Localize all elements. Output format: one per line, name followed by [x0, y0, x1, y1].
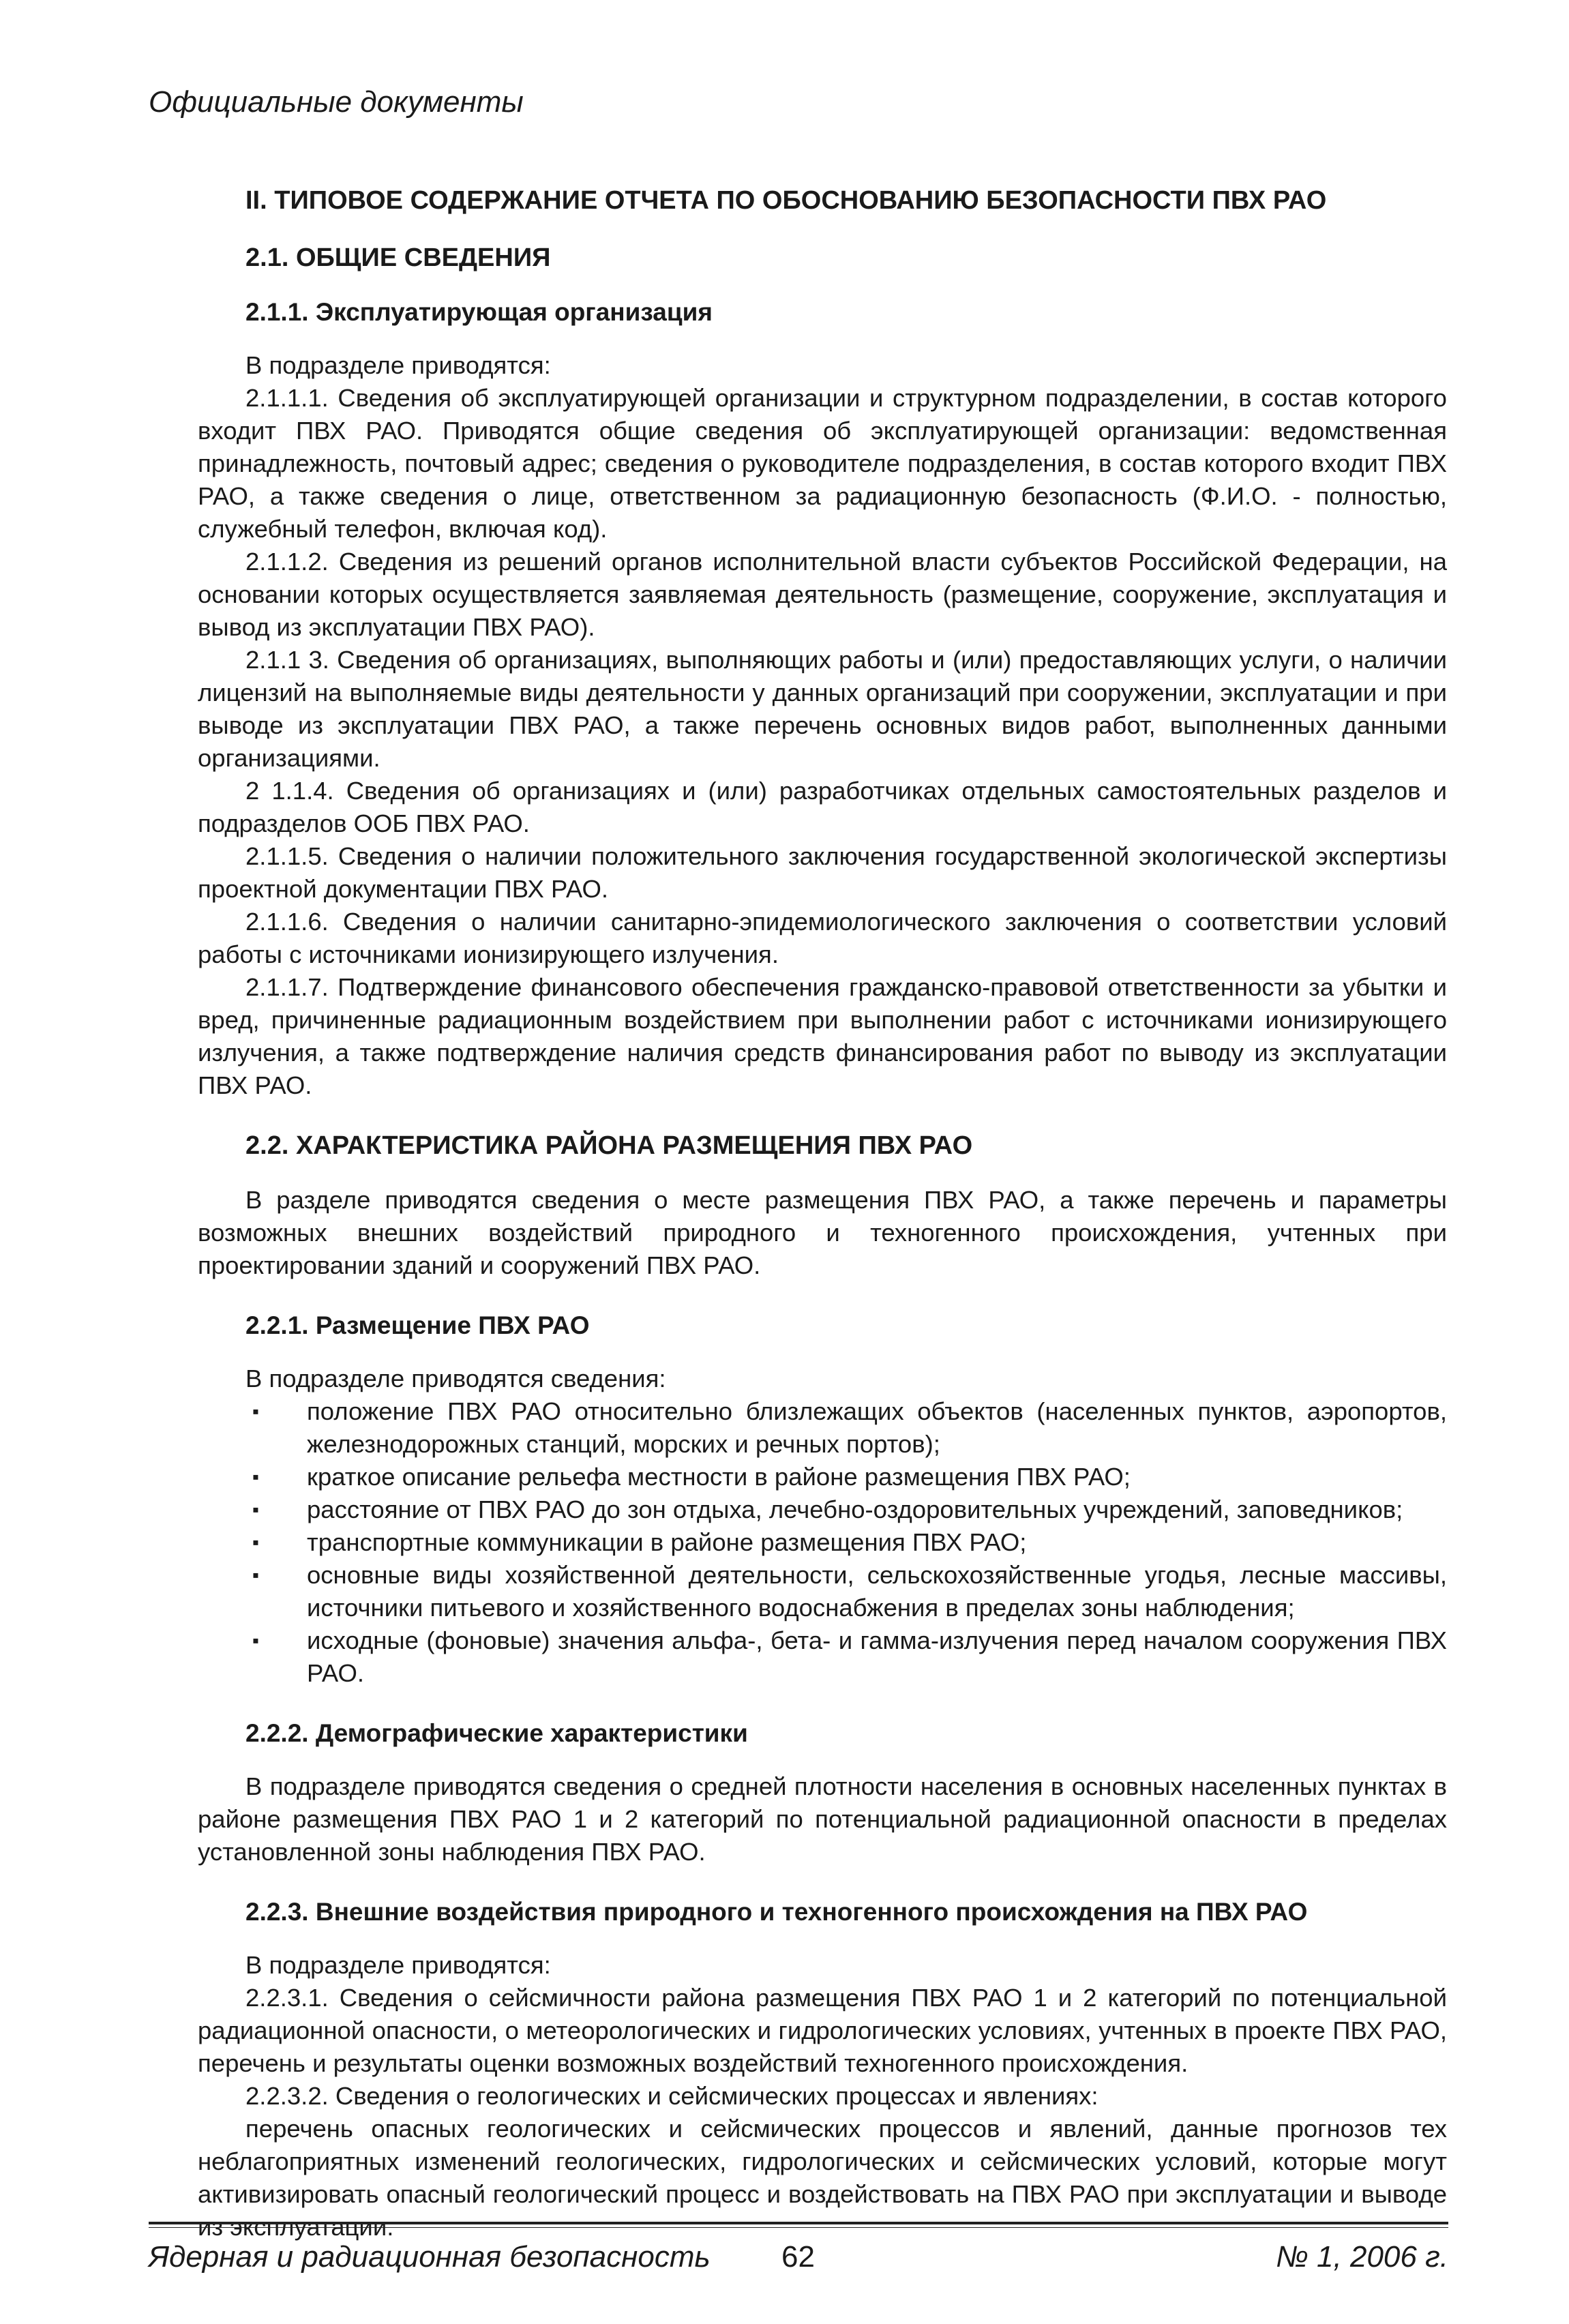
paragraph-2-2-3-2: 2.2.3.2. Сведения о геологических и сейсмических процессах и явлениях:	[245, 2082, 1099, 2110]
list-item: ▪ краткое описание рельефа местности в районе размещения ПВХ РАО;	[198, 1461, 1447, 1493]
list-item: ▪ исходные (фоновые) значения альфа-, бета- и гамма-излучения перед началом сооружения ПВХ РАО.	[198, 1624, 1447, 1690]
paragraph-2-2-3-1: 2.2.3.1. Сведения о сейсмичности района размещения ПВХ РАО 1 и 2 категорий по потенциальной радиационной опасности, о метеорологических и гидрологических условиях, учтенных в проекте ПВХ РАО, перечень и результаты оценки возможных воздействий техногенного происхождения.	[198, 1984, 1447, 2077]
paragraph-2-2-2: В подразделе приводятся сведения о средней плотности населения в основных населенных пунктах в районе размещения ПВХ РАО 1 и 2 категорий по потенциальной радиационной опасности в пределах установленной зоны наблюдения ПВХ РАО.	[198, 1772, 1447, 1866]
paragraph-intro: В подразделе приводятся:	[245, 351, 551, 379]
subsection-2-2-2-title: 2.2.2. Демографические характеристики	[245, 1719, 748, 1747]
subsection-2-2-intro	[198, 1184, 1447, 1282]
list-item: ▪ основные виды хозяйственной деятельности, сельскохозяйственные угодья, лесные массивы, источники питьевого и хозяйственного водоснабжения в пределах зоны наблюдения;	[198, 1559, 1447, 1624]
journal-title: Ядерная и радиационная безопасность	[149, 2240, 711, 2274]
paragraph-intro: В подразделе приводятся сведения:	[245, 1365, 666, 1392]
paragraph-intro: В подразделе приводятся:	[245, 1951, 551, 1979]
bullet-list	[198, 1395, 1447, 1690]
footer-divider-thick	[149, 2222, 1448, 2224]
subsection-2-2-1-body	[198, 1362, 1447, 1690]
subsection-2-2-title: 2.2. ХАРАКТЕРИСТИКА РАЙОНА РАЗМЕЩЕНИЯ ПВХ РАО	[245, 1131, 973, 1160]
paragraph-2-1-1-5: 2.1.1.5. Сведения о наличии положительного заключения государственной экологической экспертизы проектной документации ПВХ РАО.	[198, 842, 1447, 903]
paragraph-2-1-1-4: 2 1.1.4. Сведения об организациях и (или) разработчиках отдельных самостоятельных разделов и подразделов ООБ ПВХ РАО.	[198, 777, 1447, 837]
paragraph-2-1-1-3: 2.1.1 3. Сведения об организациях, выполняющих работы и (или) предоставляющих услуги, о наличии лицензий на выполняемые виды деятельности у данных организаций при сооружении, эксплуатации и при выводе из эксплуатации ПВХ РАО, а также перечень основных видов работ, выполненных данными организациями.	[198, 646, 1447, 772]
subsection-2-2-3-body	[198, 1949, 1447, 2244]
section-title: II. ТИПОВОЕ СОДЕРЖАНИЕ ОТЧЕТА ПО ОБОСНОВАНИЮ БЕЗОПАСНОСТИ ПВХ РАО	[245, 186, 1327, 215]
paragraph-2-2-intro: В разделе приводятся сведения о месте размещения ПВХ РАО, а также перечень и параметры возможных внешних воздействий природного и техногенного происхождения, учтенных при проектировании зданий и сооружений ПВХ РАО.	[198, 1186, 1447, 1279]
paragraph-2-1-1-6: 2.1.1.6. Сведения о наличии санитарно-эпидемиологического заключения о соответствии условий работы с источниками ионизирующего излучения.	[198, 908, 1447, 968]
subsection-2-2-2-body	[198, 1770, 1447, 1868]
page-number: 62	[781, 2240, 815, 2274]
issue-label: № 1, 2006 г.	[1276, 2240, 1448, 2274]
list-item: ▪ расстояние от ПВХ РАО до зон отдыха, лечебно-оздоровительных учреждений, заповедников;	[198, 1493, 1447, 1526]
list-item: ▪ положение ПВХ РАО относительно близлежащих объектов (населенных пунктов, аэропортов, железнодорожных станций, морских и речных портов);	[198, 1395, 1447, 1461]
paragraph-2-1-1-2: 2.1.1.2. Сведения из решений органов исполнительной власти субъектов Российской Федерации, на основании которых осуществляется заявляемая деятельность (размещение, сооружение, эксплуатация и вывод из эксплуатации ПВХ РАО).	[198, 548, 1447, 641]
subsection-2-1-title: 2.1. ОБЩИЕ СВЕДЕНИЯ	[245, 243, 551, 272]
paragraph-2-2-3-2-detail: перечень опасных геологических и сейсмических процессов и явлений, данные прогнозов тех неблагоприятных изменений геологических, гидрологических и сейсмических условий, которые могут активизировать опасный геологический процесс и воздействовать на ПВХ РАО при эксплуатации и выводе из эксплуатации.	[198, 2115, 1447, 2241]
subsection-2-1-1-body	[198, 349, 1447, 1102]
footer-divider-thin	[149, 2227, 1448, 2228]
list-item: ▪ транспортные коммуникации в районе размещения ПВХ РАО;	[198, 1526, 1447, 1559]
subsection-2-2-3-title: 2.2.3. Внешние воздействия природного и техногенного происхождения на ПВХ РАО	[245, 1898, 1308, 1926]
running-header: Официальные документы	[149, 85, 524, 119]
subsection-2-2-1-title: 2.2.1. Размещение ПВХ РАО	[245, 1311, 590, 1339]
paragraph-2-1-1-1: 2.1.1.1. Сведения об эксплуатирующей организации и структурном подразделении, в состав которого входит ПВХ РАО. Приводятся общие сведения об эксплуатирующей организации: ведомственная принадлежность, почтовый адрес; сведения о руководителе подразделения, в состав которого входит ПВХ РАО, а также сведения о лице, ответственном за радиационную безопасность (Ф.И.О. - полностью, служебный телефон, включая код).	[198, 384, 1447, 543]
paragraph-2-1-1-7: 2.1.1.7. Подтверждение финансового обеспечения гражданско-правовой ответственности за убытки и вред, причиненные радиационным воздействием при выполнении работ с источниками ионизирующего излучения, а также подтверждение наличия средств финансирования работ по выводу из эксплуатации ПВХ РАО.	[198, 973, 1447, 1099]
document-body	[198, 184, 1447, 2244]
subsection-2-1-1-title: 2.1.1. Эксплуатирующая организация	[245, 298, 713, 326]
